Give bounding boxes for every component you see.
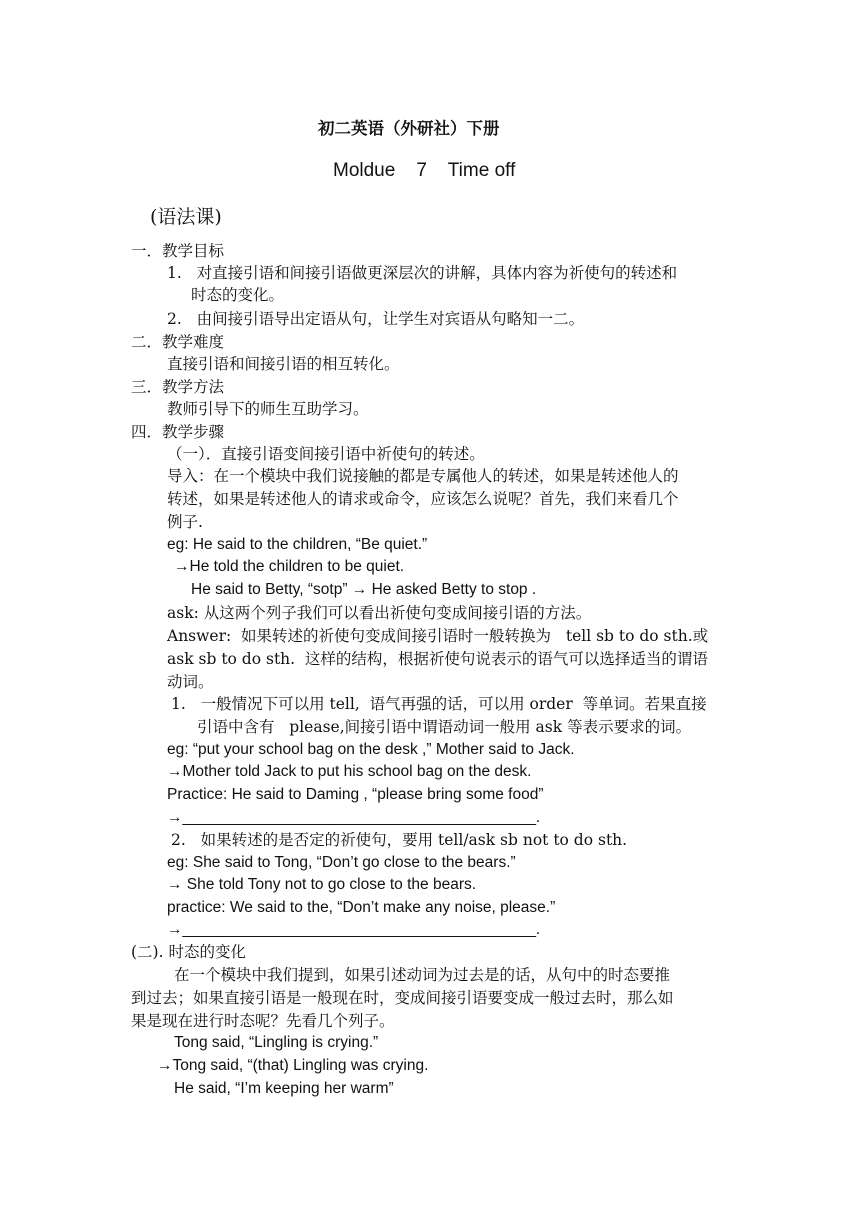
subsection-heading: （一）．直接引语变间接引语中祈使句的转述。 — [167, 445, 485, 463]
paragraph: 到过去；如果直接引语是一般现在时，变成间接引语要变成一般过去时，那么如 — [131, 989, 674, 1007]
paragraph: 动词。 — [167, 673, 214, 691]
paragraph: 例子. — [167, 513, 203, 531]
list-item: 2. 由间接引语导出定语从句，让学生对宾语从句略知一二。 — [167, 310, 585, 328]
list-item: 2. 如果转述的是否定的祈使句，要用 tell/ask sb not to do sth. — [171, 831, 628, 849]
paragraph: Answer: 如果转述的祈使句变成间接引语时一般转换为 tell sb to do sth.或 — [167, 627, 709, 645]
answer-blank: →_________________________________________. — [167, 921, 541, 938]
paragraph: 果是现在进行时态呢？先看几个列子。 — [131, 1012, 395, 1030]
example-line: eg: “put your school bag on the desk ,” Mother said to Jack. — [167, 741, 575, 758]
page-title: 初二英语（外研社）下册 — [318, 119, 500, 138]
example-line: eg: She said to Tong, “Don’t go close to the bears.” — [167, 854, 516, 871]
example-line: →Mother told Jack to put his school bag on the desk. — [167, 763, 532, 780]
lesson-type: (语法课) — [150, 206, 222, 228]
practice-line: Practice: He said to Daming , “please bring some food” — [167, 786, 544, 803]
answer-blank: →_________________________________________. — [167, 809, 541, 826]
list-item-continued: 引语中含有 please,间接引语中谓语动词一般用 ask 等表示要求的词。 — [197, 718, 692, 736]
list-item-continued: 时态的变化。 — [191, 286, 285, 304]
paragraph: 转述，如果是转述他人的请求或命令，应该怎么说呢？首先，我们来看几个 — [167, 490, 679, 508]
example-line: He said to Betty, “sotp” → He asked Betty to stop . — [191, 581, 537, 598]
list-item: 1. 对直接引语和间接引语做更深层次的讲解，具体内容为祈使句的转述和 — [167, 264, 678, 282]
example-line: →Tong said, “(that) Lingling was crying. — [157, 1057, 429, 1074]
paragraph: 教师引导下的师生互助学习。 — [167, 400, 369, 418]
example-line: → She told Tony not to go close to the bears. — [167, 876, 477, 893]
example-line: →He told the children to be quiet. — [174, 558, 405, 575]
practice-line: practice: We said to the, “Don’t make any noise, please.” — [167, 899, 556, 916]
list-item: 1. 一般情况下可以用 tell, 语气再强的话，可以用 order 等单词。若果直接 — [171, 695, 707, 713]
paragraph: 导入：在一个模块中我们说接触的都是专属他人的转述，如果是转述他人的 — [167, 467, 679, 485]
subsection-heading: (二). 时态的变化 — [131, 943, 246, 961]
section-heading: 四．教学步骤 — [131, 423, 225, 441]
module-subtitle: Moldue 7 Time off — [333, 160, 516, 181]
paragraph: ask: 从这两个列子我们可以看出祈使句变成间接引语的方法。 — [167, 604, 592, 622]
example-line: Tong said, “Lingling is crying.” — [174, 1034, 379, 1051]
example-line: He said, “I’m keeping her warm” — [174, 1080, 394, 1097]
example-line: eg: He said to the children, “Be quiet.” — [167, 536, 428, 553]
section-heading: 二．教学难度 — [131, 333, 225, 351]
paragraph: 在一个模块中我们提到，如果引述动词为过去是的话，从句中的时态要推 — [174, 966, 671, 984]
section-heading: 三．教学方法 — [131, 378, 225, 396]
section-heading: 一．教学目标 — [131, 242, 225, 260]
paragraph: ask sb to do sth. 这样的结构，根据祈使句说表示的语气可以选择适当的谓语 — [167, 650, 708, 668]
paragraph: 直接引语和间接引语的相互转化。 — [167, 355, 400, 373]
